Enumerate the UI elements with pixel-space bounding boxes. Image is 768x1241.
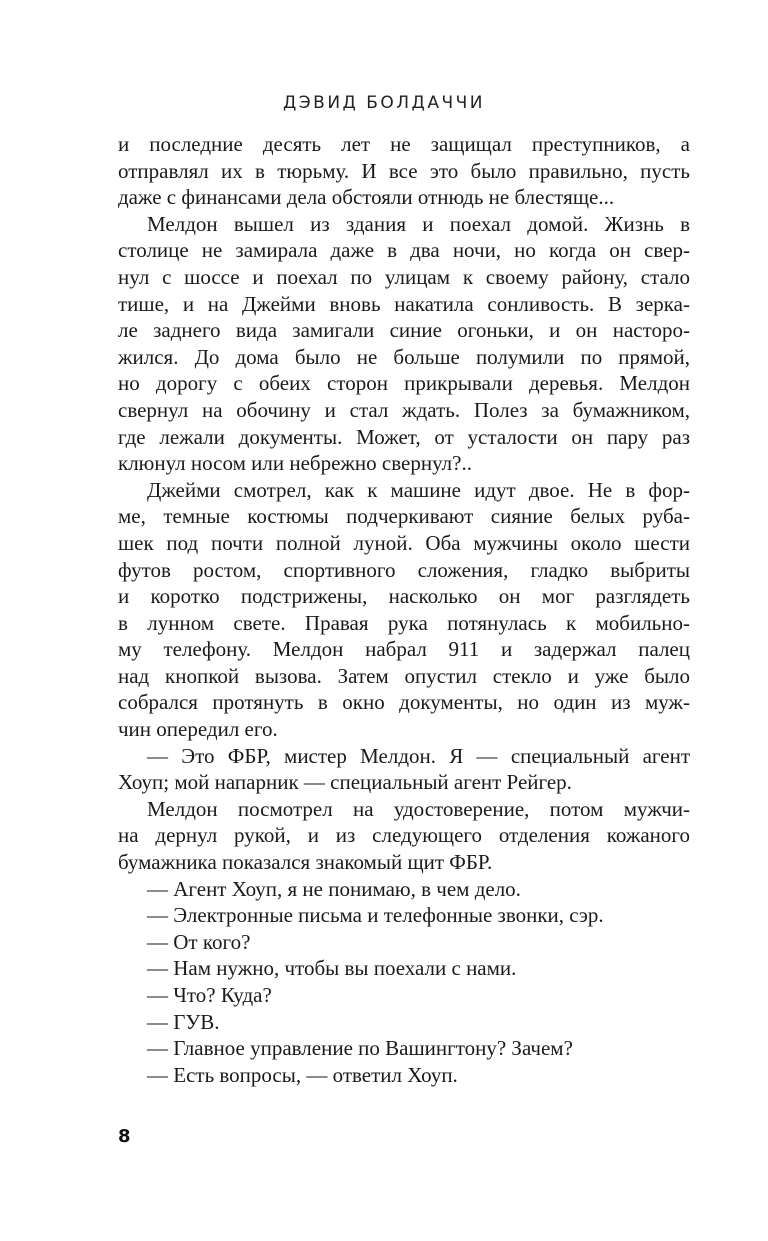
text-line: — Есть вопросы, — ответил Хоуп. <box>147 1062 458 1087</box>
text-line: му телефону. Мелдон набрал 911 и задержал палец <box>118 637 690 662</box>
text-line: жился. До дома было не больше полумили по прямой, <box>118 344 690 369</box>
text-line: ме, темные костюмы подчеркивают сияние белых руба- <box>118 504 690 529</box>
text-line: чин опередил его. <box>118 717 278 742</box>
text-line: на дернул рукой, и из следующего отделения кожаного <box>118 823 690 848</box>
text-line: свернул на обочину и стал ждать. Полез за бумажником, <box>118 397 690 422</box>
text-line: — Электронные письма и телефонные звонки, сэр. <box>147 903 604 928</box>
text-line: бумажника показался знакомый щит ФБР. <box>118 850 493 875</box>
page-number: 8 <box>118 1126 131 1147</box>
text-line: — Нам нужно, чтобы вы поехали с нами. <box>147 956 517 981</box>
text-line: Мелдон посмотрел на удостоверение, потом мужчи- <box>147 796 690 821</box>
text-line: — Что? Куда? <box>147 983 272 1007</box>
text-line: собрался протянуть в окно документы, но один из муж- <box>118 690 690 715</box>
text-line: — Главное управление по Вашингтону? Зачем? <box>147 1036 573 1061</box>
text-line: — Это ФБР, мистер Мелдон. Я — специальный агент <box>147 743 690 768</box>
text-line: Мелдон вышел из здания и поехал домой. Жизнь в <box>147 211 690 236</box>
text-line: и последние десять лет не защищал преступников, а <box>118 132 690 156</box>
text-line: — От кого? <box>147 929 251 954</box>
text-line: даже с финансами дела обстояли отнюдь не блестяще... <box>118 185 615 210</box>
text-line: Джейми смотрел, как к машине идут двое. Не в фор- <box>147 477 690 502</box>
body-text <box>118 131 690 1088</box>
text-line: и коротко подстрижены, насколько он мог разглядеть <box>118 584 690 609</box>
text-line: столице не замирала даже в два ночи, но когда он свер- <box>118 238 690 263</box>
text-line: но дорогу с обеих сторон прикрывали деревья. Мелдон <box>118 371 690 396</box>
text-line: нул с шоссе и поехал по улицам к своему району, стало <box>118 264 690 289</box>
text-line: над кнопкой вызова. Затем опустил стекло и уже было <box>118 663 690 688</box>
text-line: шек под почти полной луной. Оба мужчины около шести <box>118 530 690 555</box>
text-line: где лежали документы. Может, от усталости он пару раз <box>118 424 690 449</box>
text-line: — ГУВ. <box>147 1009 220 1034</box>
text-line: ле заднего вида замигали синие огоньки, и он насторо- <box>118 318 690 343</box>
text-line: отправлял их в тюрьму. И все это было правильно, пусть <box>118 158 690 183</box>
text-line: Хоуп; мой напарник — специальный агент Рейгер. <box>118 770 572 795</box>
text-line: клюнул носом или небрежно свернул?.. <box>118 451 472 476</box>
text-line: тише, и на Джейми вновь накатила сонливость. В зерка- <box>118 291 690 316</box>
running-head: ДЭВИД БОЛДАЧЧИ <box>283 93 485 113</box>
text-line: в лунном свете. Правая рука потянулась к мобильно- <box>118 610 690 635</box>
text-line: — Агент Хоуп, я не понимаю, в чем дело. <box>147 876 521 901</box>
text-line: футов ростом, спортивного сложения, гладко выбриты <box>118 557 690 582</box>
